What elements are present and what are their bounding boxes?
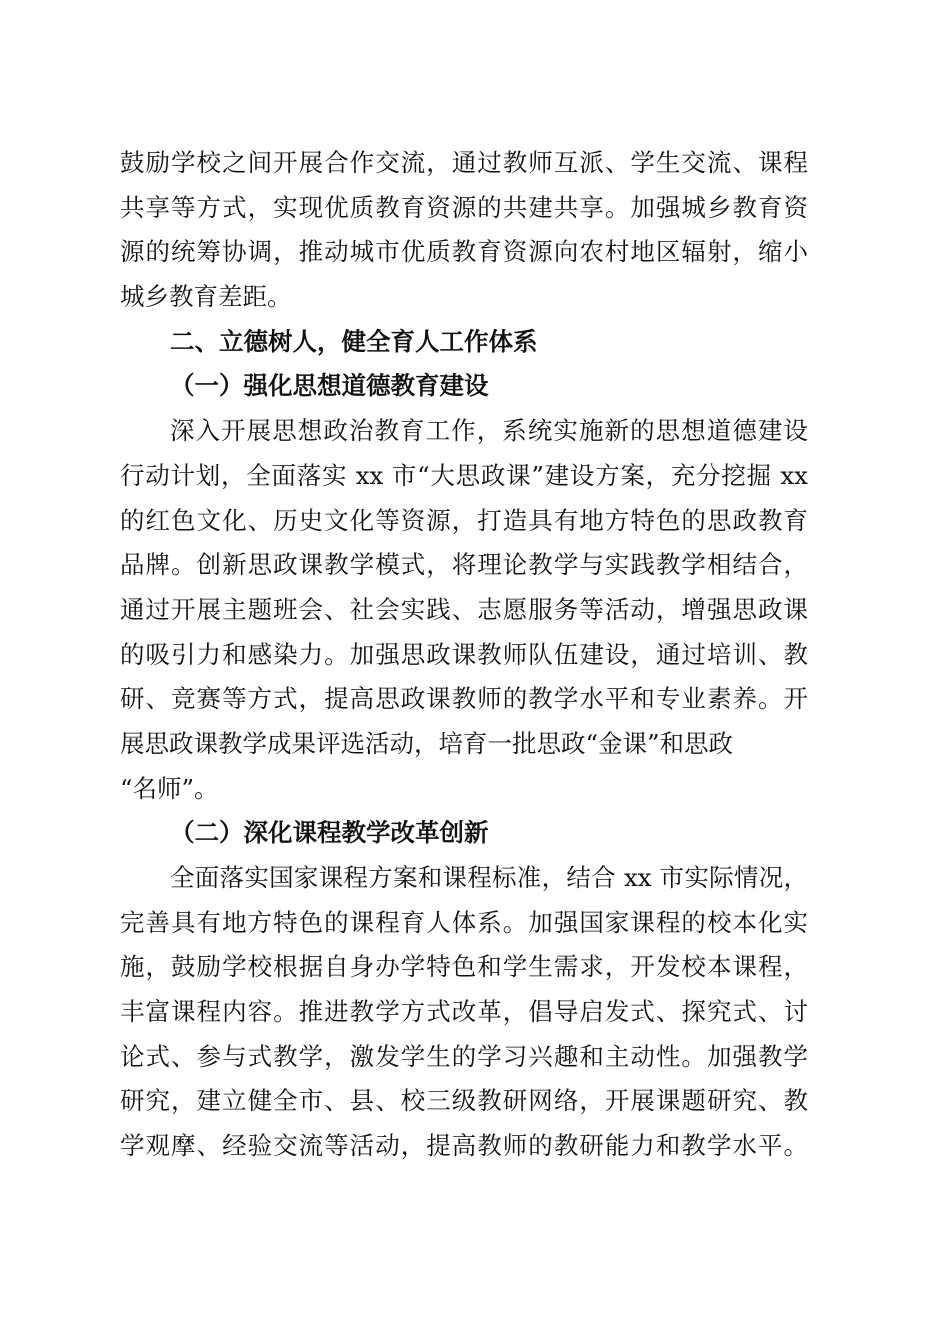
text-line: 研究，建立健全市、县、校三级教研网络，开展课题研究、教 <box>120 1086 808 1116</box>
document-page <box>120 141 808 1169</box>
text-line: （一）强化思想道德教育建设 <box>170 371 489 401</box>
text-line: “名师”。 <box>120 773 219 803</box>
text-line: 二、立德树人，健全育人工作体系 <box>170 326 538 356</box>
text-line: 通过开展主题班会、社会实践、志愿服务等活动，增强思政课 <box>120 594 808 624</box>
text-line: 共享等方式，实现优质教育资源的共建共享。加强城乡教育资 <box>120 192 808 222</box>
text-line: 行动计划，全面落实 xx 市“大思政课”建设方案，充分挖掘 xx <box>120 460 808 490</box>
text-line: 品牌。创新思政课教学模式，将理论教学与实践教学相结合， <box>120 550 808 580</box>
text-line: 城乡教育差距。 <box>120 282 292 312</box>
text-line: 学观摩、经验交流等活动，提高教师的教研能力和教学水平。 <box>120 1131 808 1161</box>
text-line: 的吸引力和感染力。加强思政课教师队伍建设，通过培训、教 <box>120 639 808 669</box>
text-line: 全面落实国家课程方案和课程标准，结合 xx 市实际情况， <box>170 863 808 892</box>
text-line: 展思政课教学成果评选活动，培育一批思政“金课”和思政 <box>120 728 734 758</box>
paragraph <box>120 141 808 320</box>
text-line: 深入开展思想政治教育工作，系统实施新的思想道德建设 <box>170 416 808 446</box>
text-line: （二）深化课程教学改革创新 <box>170 818 489 848</box>
text-line: 丰富课程内容。推进教学方式改革，倡导启发式、探究式、讨 <box>120 997 808 1027</box>
section-heading <box>120 320 808 365</box>
paragraph <box>120 856 808 1169</box>
subsection-heading <box>120 364 808 409</box>
text-line: 完善具有地方特色的课程育人体系。加强国家课程的校本化实 <box>120 907 808 937</box>
text-line: 鼓励学校之间开展合作交流，通过教师互派、学生交流、课程 <box>120 148 808 177</box>
text-line: 的红色文化、历史文化等资源，打造具有地方特色的思政教育 <box>120 505 808 535</box>
text-line: 施，鼓励学校根据自身办学特色和学生需求，开发校本课程， <box>120 952 808 982</box>
subsection-heading <box>120 811 808 856</box>
paragraph <box>120 409 808 811</box>
text-line: 源的统筹协调，推动城市优质教育资源向农村地区辐射，缩小 <box>120 237 808 267</box>
text-line: 研、竞赛等方式，提高思政课教师的教学水平和专业素养。开 <box>120 684 808 714</box>
text-line: 论式、参与式教学，激发学生的学习兴趣和主动性。加强教学 <box>120 1041 808 1071</box>
